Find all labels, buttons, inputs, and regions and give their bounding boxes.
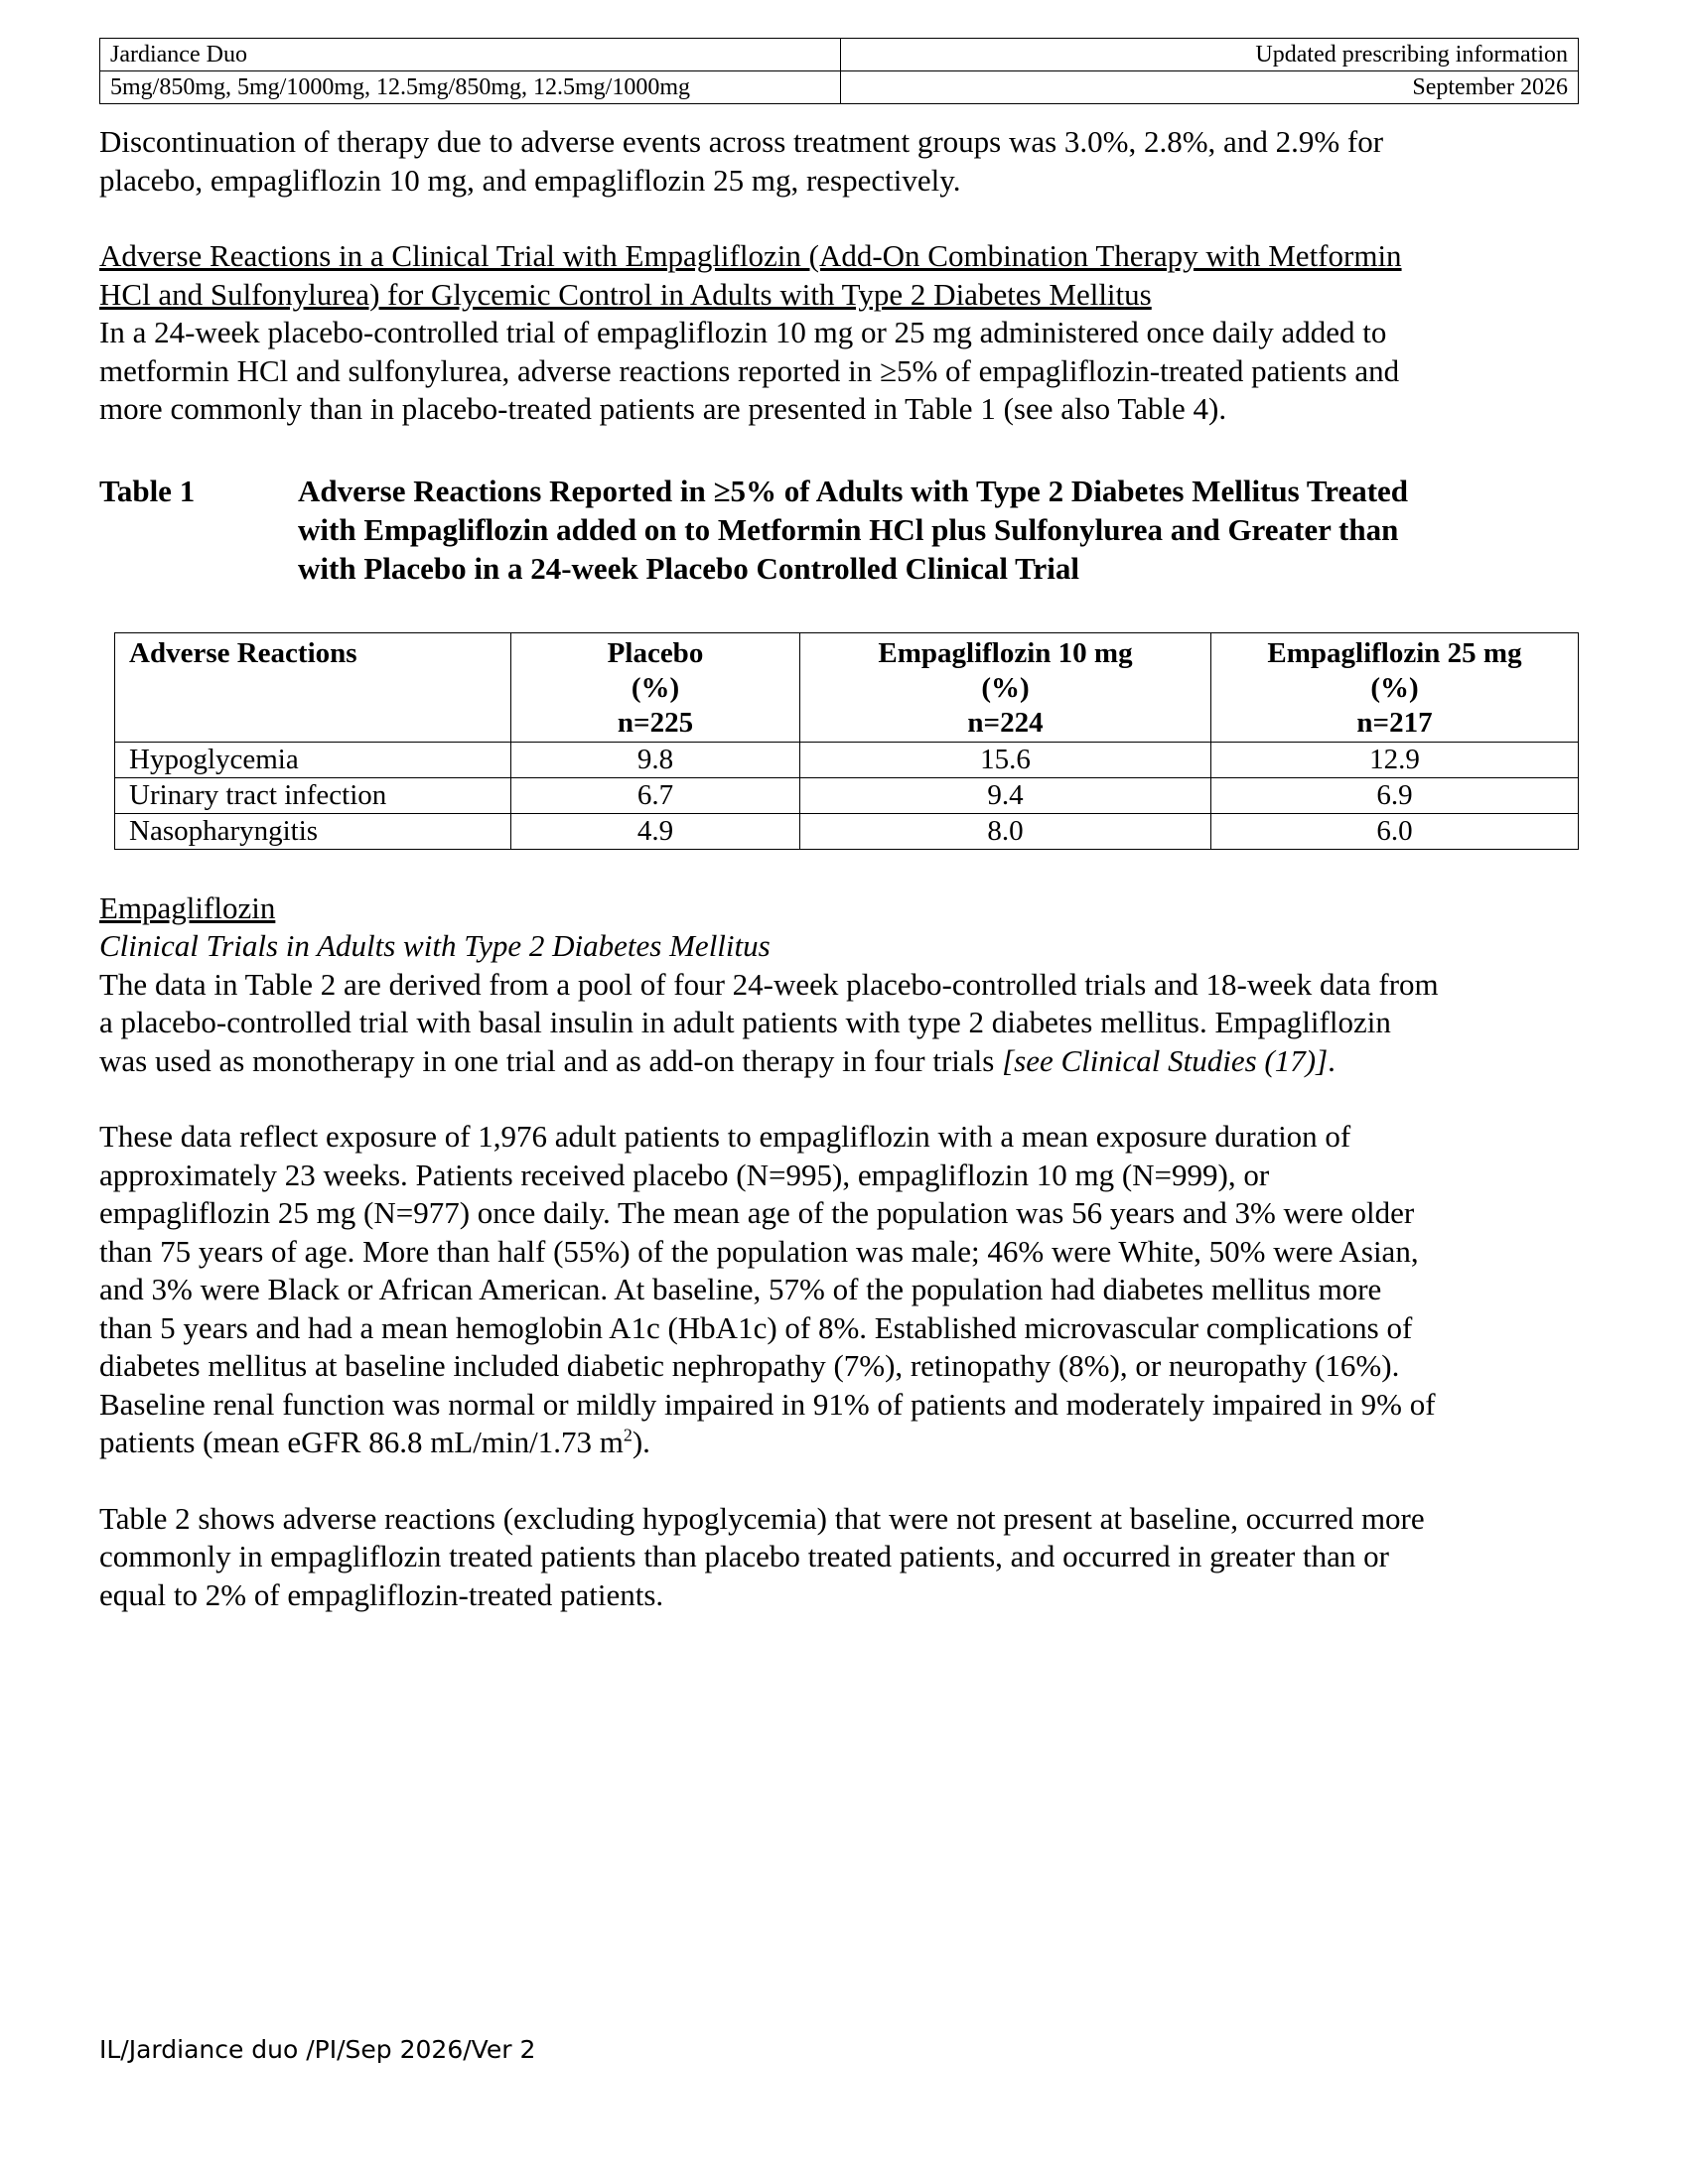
paragraph-line: than 5 years and had a mean hemoglobin A1c (HbA1c) of 8%. Established microvascular complications of	[99, 1309, 1413, 1345]
header-strengths: 5mg/850mg, 5mg/1000mg, 12.5mg/850mg, 12.5mg/1000mg	[100, 71, 841, 104]
column-header-label: Empagliflozin 25 mg	[1267, 636, 1522, 669]
column-header-n: n=224	[967, 706, 1044, 739]
cell-placebo: 6.7	[511, 777, 800, 813]
intro-paragraph	[99, 123, 1579, 200]
column-header-reactions	[115, 632, 511, 742]
superscript-2: 2	[623, 1425, 633, 1445]
column-header-label: Adverse Reactions	[129, 636, 357, 669]
adverse-reactions-table	[114, 632, 1579, 850]
table1-title-line: Adverse Reactions Reported in ≥5% of Adults with Type 2 Diabetes Mellitus Treated	[298, 473, 1409, 508]
column-header-label: Placebo	[607, 636, 704, 669]
cell-empa10: 15.6	[800, 742, 1211, 777]
section1-heading: Adverse Reactions in a Clinical Trial with Empagliflozin (Add-On Combination Therapy with Metformin	[99, 238, 1402, 273]
section1-heading: HCl and Sulfonylurea) for Glycemic Control in Adults with Type 2 Diabetes Mellitus	[99, 276, 1152, 312]
paragraph-line: Baseline renal function was normal or mildly impaired in 91% of patients and moderately impaired in 9% of	[99, 1386, 1436, 1422]
table-header-row	[115, 632, 1579, 742]
header-product: Jardiance Duo	[100, 39, 841, 71]
table1-caption	[99, 472, 1579, 588]
cell-empa10: 8.0	[800, 813, 1211, 849]
paragraph-line: a placebo-controlled trial with basal insulin in adult patients with type 2 diabetes mellitus. Empagliflozin	[99, 1005, 1391, 1039]
paragraph-line: The data in Table 2 are derived from a pool of four 24-week placebo-controlled trials and 18-week data from	[99, 966, 1439, 1002]
section1-line: metformin HCl and sulfonylurea, adverse reactions reported in ≥5% of empagliflozin-treated patients and	[99, 352, 1400, 388]
column-header-label: Empagliflozin 10 mg	[878, 636, 1133, 669]
paragraph-line-end: ).	[632, 1425, 650, 1459]
paragraph-line: equal to 2% of empagliflozin-treated patients.	[99, 1576, 664, 1612]
table1-label: Table 1	[99, 473, 196, 508]
section1-block	[99, 237, 1579, 429]
document-page	[99, 38, 1579, 1614]
column-header-empa10	[800, 632, 1211, 742]
table1-title-line: with Placebo in a 24-week Placebo Controlled Clinical Trial	[298, 550, 1080, 586]
column-header-unit: (%)	[631, 671, 680, 704]
cell-placebo: 4.9	[511, 813, 800, 849]
paragraph-line: patients (mean eGFR 86.8 mL/min/1.73 m	[99, 1425, 624, 1459]
column-header-unit: (%)	[981, 671, 1030, 704]
paragraph-line-end: .	[1328, 1042, 1336, 1078]
table-row	[115, 742, 1579, 777]
table-row	[115, 777, 1579, 813]
paragraph-line: commonly in empagliflozin treated patients than placebo treated patients, and occurred in greater than or	[99, 1539, 1389, 1573]
section2-subheading: Clinical Trials in Adults with Type 2 Diabetes Mellitus	[99, 928, 771, 963]
section2-block	[99, 889, 1579, 1081]
column-header-n: n=217	[1356, 706, 1433, 739]
column-header-empa25	[1211, 632, 1579, 742]
paragraph-line: diabetes mellitus at baseline included diabetic nephropathy (7%), retinopathy (8%), or neuropathy (16%).	[99, 1348, 1400, 1383]
cell-empa25: 6.0	[1211, 813, 1579, 849]
table1-title-line: with Empagliflozin added on to Metformin HCl plus Sulfonylurea and Greater than	[298, 511, 1399, 547]
clinical-studies-reference: [see Clinical Studies (17)]	[1002, 1042, 1329, 1078]
cell-empa25: 6.9	[1211, 777, 1579, 813]
header-status: Updated prescribing information	[841, 39, 1579, 71]
column-header-unit: (%)	[1370, 671, 1419, 704]
document-header	[99, 38, 1579, 104]
table-row	[115, 813, 1579, 849]
paragraph-line: approximately 23 weeks. Patients received placebo (N=995), empagliflozin 10 mg (N=999), or	[99, 1157, 1270, 1192]
cell-empa10: 9.4	[800, 777, 1211, 813]
paragraph-line: than 75 years of age. More than half (55%) of the population was male; 46% were White, 50% were Asian,	[99, 1233, 1419, 1269]
table1-title	[298, 472, 1549, 588]
paragraph-line: was used as monotherapy in one trial and as add-on therapy in four trials	[99, 1042, 1003, 1078]
header-date: September 2026	[841, 71, 1579, 104]
paragraph-line: and 3% were Black or African American. At baseline, 57% of the population had diabetes mellitus more	[99, 1272, 1382, 1306]
document-footer: IL/Jardiance duo /PI/Sep 2026/Ver 2	[99, 2035, 536, 2064]
column-header-n: n=225	[617, 706, 694, 739]
intro-line: Discontinuation of therapy due to adverse events across treatment groups was 3.0%, 2.8%, and 2.9% for	[99, 124, 1384, 159]
cell-reaction: Nasopharyngitis	[115, 813, 511, 849]
intro-line: placebo, empagliflozin 10 mg, and empagliflozin 25 mg, respectively.	[99, 162, 961, 198]
cell-reaction: Hypoglycemia	[115, 742, 511, 777]
exposure-paragraph	[99, 1118, 1579, 1462]
section2-heading: Empagliflozin	[99, 889, 276, 925]
cell-empa25: 12.9	[1211, 742, 1579, 777]
cell-placebo: 9.8	[511, 742, 800, 777]
paragraph-line: These data reflect exposure of 1,976 adult patients to empagliflozin with a mean exposure duration of	[99, 1119, 1351, 1154]
paragraph-line: empagliflozin 25 mg (N=977) once daily. The mean age of the population was 56 years and 3% were older	[99, 1195, 1415, 1230]
column-header-placebo	[511, 632, 800, 742]
section1-line: more commonly than in placebo-treated patients are presented in Table 1 (see also Table 4).	[99, 391, 1227, 426]
table2-intro-paragraph	[99, 1500, 1579, 1615]
cell-reaction: Urinary tract infection	[115, 777, 511, 813]
paragraph-line: Table 2 shows adverse reactions (excluding hypoglycemia) that were not present at baseline, occurred more	[99, 1500, 1425, 1536]
section1-line: In a 24-week placebo-controlled trial of empagliflozin 10 mg or 25 mg administered once daily added to	[99, 315, 1387, 349]
